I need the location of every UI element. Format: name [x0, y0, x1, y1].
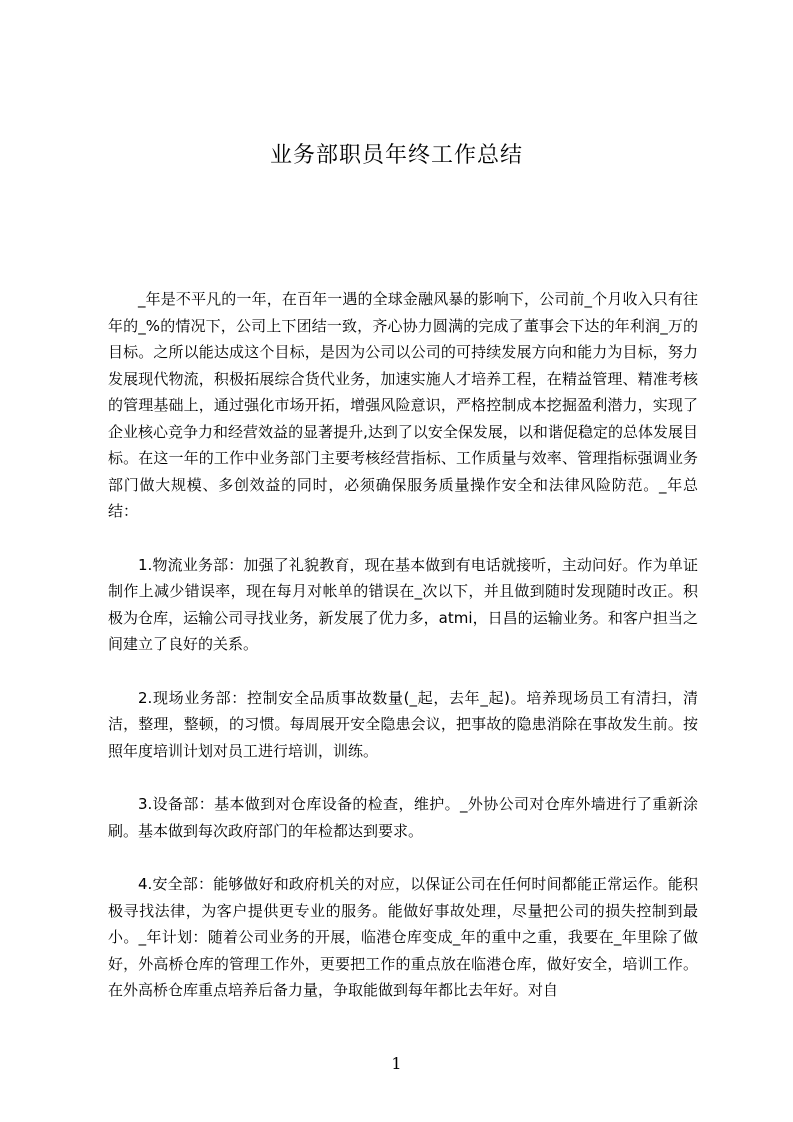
paragraph-equipment: 3.设备部：基本做到对仓库设备的检查，维护。_外协公司对仓库外墙进行了重新涂刷。基本做到每次政府部门的年检都达到要求。	[108, 795, 698, 840]
paragraph-safety: 4.安全部：能够做好和政府机关的对应，以保证公司在任何时间都能正常运作。能积极寻找法律，为客户提供更专业的服务。能做好事故处理，尽量把公司的损失控制到最小。_年计划：随着公司业务的开展，临港仓库变成_年的重中之重，我要在_年里除了做好，外高桥仓库的管理工作外，更要把工作的重点放在临港仓库，做好安全，培训工作。在外高桥仓库重点培养后备力量，争取能做到每年都比去年好。对自	[108, 875, 698, 999]
paragraph-logistics: 1.物流业务部：加强了礼貌教育，现在基本做到有电话就接听，主动问好。作为单证制作上减少错误率，现在每月对帐单的错误在_次以下，并且做到随时发现随时改正。积极为仓库，运输公司寻找业务，新发展了优力多，atmi，日昌的运输业务。和客户担当之间建立了良好的关系。	[108, 555, 698, 653]
page-number: 1	[391, 1054, 402, 1073]
document-body	[108, 286, 698, 1004]
paragraph-intro: _年是不平凡的一年，在百年一遇的全球金融风暴的影响下，公司前_个月收入只有往年的_%的情况下，公司上下团结一致，齐心协力圆满的完成了董事会下达的年利润_万的目标。之所以能达成这个目标，是因为公司以公司的可持续发展方向和能力为目标，努力发展现代物流，积极拓展综合货代业务，加速实施人才培养工程，在精益管理、精准考核的管理基础上，通过强化市场开拓，增强风险意识，严格控制成本挖掘盈利潜力，实现了企业核心竞争力和经营效益的显著提升,达到了以安全保发展，以和谐促稳定的总体发展目标。在这一年的工作中业务部门主要考核经营指标、工作质量与效率、管理指标强调业务部门做大规模、多创效益的同时，必须确保服务质量操作安全和法律风险防范。_年总结：	[108, 290, 698, 520]
document-title: 业务部职员年终工作总结	[269, 143, 523, 168]
paragraph-onsite: 2.现场业务部：控制安全品质事故数量(_起，去年_起)。培养现场员工有清扫，清洁，整理，整顿，的习惯。每周展开安全隐患会议，把事故的隐患消除在事故发生前。按照年度培训计划对员工进行培训，训练。	[108, 688, 698, 760]
